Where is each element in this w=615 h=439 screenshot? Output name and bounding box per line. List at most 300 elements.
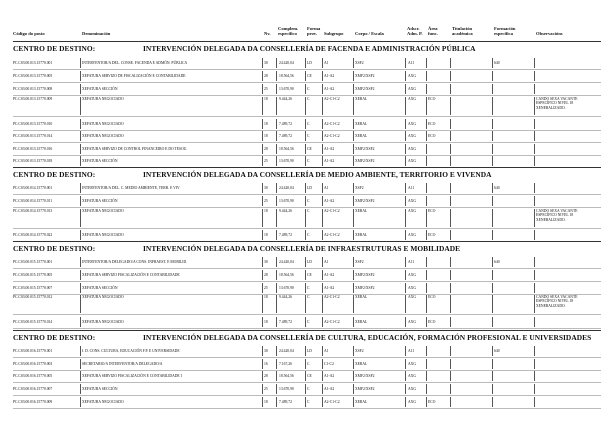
cell-border	[492, 257, 493, 267]
cell-border	[405, 384, 406, 394]
cell-border	[353, 119, 354, 129]
cell-border	[305, 359, 306, 369]
cell-border	[405, 295, 406, 313]
cell-border	[353, 295, 354, 313]
cell-border	[353, 156, 354, 166]
cell-adscr: AXG	[408, 362, 416, 366]
cell-border	[450, 119, 451, 129]
cell-border	[450, 156, 451, 166]
cell-forma: LD	[307, 61, 312, 65]
cell-obs: CANDO SEXA VACANTE ESPECÍFICO NIVEL 18 XENERALIZADO.	[536, 97, 578, 110]
cell-border	[450, 144, 451, 154]
cell-border	[305, 97, 306, 115]
cell-border	[276, 371, 277, 381]
cell-adscr: AXG	[408, 209, 416, 213]
cell-border	[305, 119, 306, 129]
table-row	[0, 118, 615, 130]
cell-border	[534, 359, 535, 369]
cell-border	[492, 84, 493, 94]
cell-denom: I. D. CONS. CULTURA, EDUCACIÓN F.P. E UNIVERSIDADE	[82, 349, 180, 353]
cell-border	[450, 270, 451, 280]
cell-forma: CE	[307, 374, 312, 378]
cell-border	[80, 359, 81, 369]
cell-border	[426, 71, 427, 81]
cell-nv: 28	[264, 74, 268, 78]
cell-denom: XEFATURA SERVIZO DE FISCALIZACIÓN E CONTABILIDADE	[82, 74, 186, 78]
cell-border	[405, 283, 406, 293]
cell-border	[262, 317, 263, 327]
cell-border	[80, 58, 81, 68]
header-area: Área func.	[428, 25, 438, 37]
cell-adscr: AXG	[408, 320, 416, 324]
cell-border	[262, 84, 263, 94]
cell-border	[450, 183, 451, 193]
cell-border	[405, 270, 406, 280]
cell-codigo: PC.C03.00.015.15770.012	[13, 295, 53, 299]
cell-corpo: XERAL	[355, 233, 368, 237]
cell-sub: A2-C1-C2	[324, 233, 340, 237]
cell-border	[305, 257, 306, 267]
cell-adscr: AXG	[408, 374, 416, 378]
cell-codigo: PC.C03.00.014.15770.013	[13, 209, 53, 213]
cell-border	[492, 119, 493, 129]
cell-border	[426, 270, 427, 280]
cell-sub: A1-A2	[324, 87, 335, 91]
cell-denom: XEFATURA NEGOCIADO	[82, 97, 124, 101]
cell-border	[262, 58, 263, 68]
cell-sub: A1-A2	[324, 159, 335, 163]
cell-codigo: PC.C03.00.014.15770.022	[13, 233, 53, 237]
cell-adscr: AXG	[408, 286, 416, 290]
cell-comp: 7.489,72	[279, 400, 292, 404]
cell-comp: 24.420,04	[279, 186, 294, 190]
section-label: CENTRO DE DESTINO:	[13, 44, 96, 53]
cell-corpo: XMF2/XSF2	[355, 387, 375, 391]
cell-denom: XEFATURA SECCIÓN	[82, 199, 118, 203]
cell-adscr: A11	[408, 186, 415, 190]
header-denominacion: Denominación	[82, 31, 111, 36]
cell-comp: 7.489,72	[279, 233, 292, 237]
cell-border	[353, 183, 354, 193]
cell-border	[322, 397, 323, 407]
table-row	[0, 256, 615, 268]
cell-border	[405, 317, 406, 327]
cell-border	[80, 317, 81, 327]
cell-border	[276, 196, 277, 206]
cell-border	[322, 183, 323, 193]
cell-border	[353, 196, 354, 206]
cell-border	[262, 371, 263, 381]
cell-border	[405, 156, 406, 166]
cell-codigo: PC.C03.00.013.15770.008	[13, 87, 53, 91]
cell-border	[450, 346, 451, 356]
cell-sub: A1	[324, 349, 329, 353]
cell-comp: 18.564,56	[279, 273, 294, 277]
cell-border	[353, 397, 354, 407]
cell-area: ECO	[428, 134, 436, 138]
cell-border	[322, 58, 323, 68]
cell-adscr: AXG	[408, 273, 416, 277]
cell-border	[276, 384, 277, 394]
cell-adscr: AXG	[408, 295, 416, 299]
cell-border	[305, 317, 306, 327]
cell-border	[353, 144, 354, 154]
cell-corpo: XERAL	[355, 97, 368, 101]
cell-border	[426, 230, 427, 240]
cell-border	[80, 97, 81, 115]
cell-border	[405, 71, 406, 81]
cell-border	[534, 317, 535, 327]
cell-border	[262, 257, 263, 267]
cell-comp: 13.670,90	[279, 87, 294, 91]
cell-sub: A2-C1-C2	[324, 97, 340, 101]
cell-border	[262, 131, 263, 141]
cell-forma: C	[307, 320, 310, 324]
cell-border	[492, 283, 493, 293]
table-row	[0, 229, 615, 241]
row-rule	[13, 314, 601, 315]
cell-border	[426, 209, 427, 227]
cell-border	[405, 230, 406, 240]
cell-border	[262, 71, 263, 81]
cell-border	[305, 58, 306, 68]
cell-border	[276, 397, 277, 407]
cell-border	[450, 97, 451, 115]
table-row	[0, 294, 615, 314]
cell-border	[262, 183, 263, 193]
section-title: INTERVENCIÓN DELEGADA DA CONSELLERÍA DE CULTURA, EDUCACIÓN, FORMACIÓN PROFESIONAL E UNIVERSIDADES	[143, 333, 592, 342]
cell-border	[426, 317, 427, 327]
cell-border	[276, 119, 277, 129]
table-row	[0, 182, 615, 194]
header-forma: Forma prov.	[307, 25, 321, 37]
cell-sub: A1	[324, 260, 329, 264]
cell-border	[353, 270, 354, 280]
cell-nv: 30	[264, 349, 268, 353]
section-divider	[13, 41, 601, 42]
cell-border	[262, 384, 263, 394]
cell-border	[262, 397, 263, 407]
cell-border	[276, 283, 277, 293]
cell-border	[405, 371, 406, 381]
cell-border	[492, 196, 493, 206]
cell-border	[262, 346, 263, 356]
table-row	[0, 130, 615, 142]
cell-border	[276, 131, 277, 141]
cell-border	[80, 283, 81, 293]
cell-border	[353, 384, 354, 394]
cell-comp: 24.420,04	[279, 260, 294, 264]
section-divider	[13, 167, 601, 168]
cell-comp: 9.444,26	[279, 97, 292, 101]
cell-border	[322, 257, 323, 267]
cell-adscr: A11	[408, 260, 415, 264]
cell-sub: A1-A2	[324, 374, 335, 378]
cell-nv: 28	[264, 374, 268, 378]
cell-border	[276, 71, 277, 81]
row-rule	[13, 408, 601, 409]
row-rule	[13, 116, 601, 117]
table-row	[0, 316, 615, 328]
cell-border	[492, 371, 493, 381]
cell-forma: C	[307, 87, 310, 91]
cell-border	[492, 156, 493, 166]
cell-border	[534, 209, 535, 227]
cell-forma: LD	[307, 186, 312, 190]
cell-sub: A2-C1-C2	[324, 295, 340, 299]
header-titulacion: Titulación académica	[452, 25, 473, 37]
section-divider	[13, 241, 601, 242]
table-row	[0, 96, 615, 116]
cell-border	[534, 144, 535, 154]
cell-comp: 9.444,26	[279, 209, 292, 213]
cell-form: 640	[494, 260, 500, 264]
cell-border	[262, 144, 263, 154]
cell-sub: A2-C1-C2	[324, 122, 340, 126]
cell-border	[426, 183, 427, 193]
section-label: CENTRO DE DESTINO:	[13, 244, 96, 253]
cell-forma: CE	[307, 74, 312, 78]
cell-border	[276, 156, 277, 166]
cell-border	[405, 359, 406, 369]
header-formacion: Formación específica	[494, 25, 516, 37]
cell-corpo: XSF2	[355, 61, 364, 65]
cell-border	[492, 131, 493, 141]
cell-border	[276, 257, 277, 267]
cell-comp: 18.564,56	[279, 374, 294, 378]
cell-border	[450, 196, 451, 206]
cell-nv: 18	[264, 122, 268, 126]
cell-denom: INTERVENTOR/A DEL. C. MEDIO AMBIENTE, TERR. E VIV	[82, 186, 180, 190]
cell-codigo: PC.C03.00.016.15770.005	[13, 374, 53, 378]
cell-border	[492, 270, 493, 280]
cell-border	[322, 295, 323, 313]
table-row	[0, 383, 615, 395]
cell-comp: 13.670,90	[279, 387, 294, 391]
cell-sub: A1	[324, 61, 329, 65]
table-row	[0, 370, 615, 382]
cell-corpo: XMF2/XSF2	[355, 147, 375, 151]
cell-form: 640	[494, 61, 500, 65]
cell-codigo: PC.C03.00.015.15770.014	[13, 320, 53, 324]
cell-border	[405, 131, 406, 141]
cell-border	[80, 230, 81, 240]
cell-denom: INTERVENTOR/A DEL. CONSE. FACENDA E ADMÓN. PÚBLICA	[82, 61, 188, 65]
cell-border	[450, 257, 451, 267]
cell-nv: 18	[264, 233, 268, 237]
cell-area: ECO	[428, 209, 436, 213]
cell-corpo: XSF2	[355, 260, 364, 264]
cell-codigo: PC.C03.00.013.15770.009	[13, 97, 53, 101]
cell-border	[262, 270, 263, 280]
cell-border	[80, 346, 81, 356]
cell-corpo: XMF2/XSF2	[355, 374, 375, 378]
cell-codigo: PC.C03.00.016.15770.009	[13, 400, 53, 404]
cell-area: ECO	[428, 233, 436, 237]
cell-comp: 7.489,72	[279, 320, 292, 324]
cell-border	[534, 397, 535, 407]
cell-border	[353, 131, 354, 141]
cell-border	[80, 156, 81, 166]
cell-border	[534, 346, 535, 356]
cell-border	[276, 295, 277, 313]
cell-border	[405, 183, 406, 193]
cell-border	[305, 209, 306, 227]
cell-nv: 18	[264, 97, 268, 101]
cell-codigo: PC.C03.00.016.15770.001	[13, 349, 53, 353]
cell-sub: A2-C1-C2	[324, 400, 340, 404]
cell-codigo: PC.C03.00.013.15770.014	[13, 134, 53, 138]
cell-codigo: PC.C03.00.014.15770.011	[13, 199, 53, 203]
cell-sub: A1-A2	[324, 74, 335, 78]
cell-border	[353, 317, 354, 327]
cell-border	[353, 371, 354, 381]
table-row	[0, 358, 615, 370]
cell-denom: XEFATURA SECCIÓN	[82, 159, 118, 163]
cell-comp: 7.489,72	[279, 122, 292, 126]
cell-nv: 28	[264, 147, 268, 151]
cell-corpo: XSF2	[355, 186, 364, 190]
cell-border	[353, 346, 354, 356]
section-heading	[13, 170, 492, 179]
cell-nv: 16	[264, 362, 268, 366]
table-row	[0, 208, 615, 228]
cell-border	[80, 144, 81, 154]
cell-border	[426, 257, 427, 267]
cell-border	[426, 397, 427, 407]
cell-sub: A1-A2	[324, 286, 335, 290]
cell-codigo: PC.C03.00.015.15770.005	[13, 273, 53, 277]
cell-border	[534, 84, 535, 94]
cell-border	[450, 397, 451, 407]
cell-border	[305, 156, 306, 166]
header-complemento: Complem. específico	[278, 25, 299, 37]
table-row	[0, 83, 615, 95]
cell-border	[80, 257, 81, 267]
cell-border	[305, 230, 306, 240]
cell-border	[492, 317, 493, 327]
cell-border	[353, 230, 354, 240]
cell-border	[322, 359, 323, 369]
cell-border	[405, 209, 406, 227]
cell-denom: INTERVENTOR/A DELEGADO/A CONS. INFRAEST. E MOBILID.	[82, 260, 188, 264]
cell-border	[450, 317, 451, 327]
cell-border	[450, 283, 451, 293]
cell-form: 640	[494, 186, 500, 190]
cell-border	[276, 144, 277, 154]
cell-border	[276, 84, 277, 94]
cell-border	[492, 144, 493, 154]
cell-border	[450, 131, 451, 141]
cell-border	[80, 270, 81, 280]
cell-border	[276, 346, 277, 356]
cell-corpo: XMF2/XSF2	[355, 159, 375, 163]
cell-border	[450, 71, 451, 81]
cell-border	[322, 384, 323, 394]
section-heading	[13, 44, 476, 53]
cell-denom: XEFATURA SECCIÓN	[82, 286, 118, 290]
cell-forma: C	[307, 286, 310, 290]
cell-border	[405, 84, 406, 94]
section-label: CENTRO DE DESTINO:	[13, 170, 96, 179]
cell-adscr: AXG	[408, 233, 416, 237]
cell-border	[534, 97, 535, 115]
cell-border	[426, 131, 427, 141]
cell-adscr: AXG	[408, 87, 416, 91]
cell-border	[534, 295, 535, 313]
cell-forma: CE	[307, 147, 312, 151]
cell-border	[305, 384, 306, 394]
cell-sub: C1-C2	[324, 362, 334, 366]
cell-area: ECO	[428, 97, 436, 101]
cell-adscr: AXG	[408, 97, 416, 101]
cell-border	[276, 230, 277, 240]
cell-denom: XEFATURA NEGOCIADO	[82, 209, 124, 213]
cell-nv: 18	[264, 320, 268, 324]
cell-corpo: XERAL	[355, 134, 368, 138]
table-row	[0, 345, 615, 357]
cell-border	[322, 209, 323, 227]
cell-border	[534, 283, 535, 293]
cell-border	[322, 317, 323, 327]
cell-nv: 18	[264, 209, 268, 213]
cell-area: ECO	[428, 295, 436, 299]
cell-border	[262, 295, 263, 313]
table-row	[0, 396, 615, 408]
cell-border	[322, 270, 323, 280]
cell-codigo: PC.C03.00.013.15770.001	[13, 61, 53, 65]
cell-border	[305, 84, 306, 94]
cell-border	[80, 397, 81, 407]
cell-border	[322, 230, 323, 240]
cell-border	[450, 384, 451, 394]
cell-forma: C	[307, 97, 310, 101]
cell-border	[492, 97, 493, 115]
cell-border	[305, 283, 306, 293]
cell-border	[262, 97, 263, 115]
cell-border	[80, 295, 81, 313]
cell-comp: 24.420,04	[279, 349, 294, 353]
cell-area: ECO	[428, 400, 436, 404]
cell-border	[322, 71, 323, 81]
cell-forma: C	[307, 362, 310, 366]
cell-border	[353, 209, 354, 227]
cell-border	[426, 283, 427, 293]
cell-border	[305, 196, 306, 206]
header-corpo: Corpo / Escala	[355, 31, 384, 36]
cell-corpo: XMF2/XSF2	[355, 286, 375, 290]
header-codigo: Código do posto	[13, 31, 45, 36]
cell-comp: 24.420,04	[279, 61, 294, 65]
cell-codigo: PC.C03.00.013.15770.005	[13, 74, 53, 78]
cell-border	[405, 97, 406, 115]
cell-border	[305, 346, 306, 356]
table-row	[0, 143, 615, 155]
cell-border	[492, 397, 493, 407]
cell-border	[405, 397, 406, 407]
cell-border	[276, 359, 277, 369]
cell-adscr: AXG	[408, 74, 416, 78]
cell-forma: C	[307, 400, 310, 404]
cell-border	[450, 295, 451, 313]
cell-nv: 25	[264, 387, 268, 391]
cell-adscr: AXG	[408, 122, 416, 126]
section-title: INTERVENCIÓN DELEGADA DA CONSELLERÍA DE INFRAESTRUTURAS E MOBILIDADE	[143, 244, 461, 253]
section-label: CENTRO DE DESTINO:	[13, 333, 96, 342]
cell-border	[426, 144, 427, 154]
cell-forma: C	[307, 122, 310, 126]
cell-nv: 30	[264, 186, 268, 190]
